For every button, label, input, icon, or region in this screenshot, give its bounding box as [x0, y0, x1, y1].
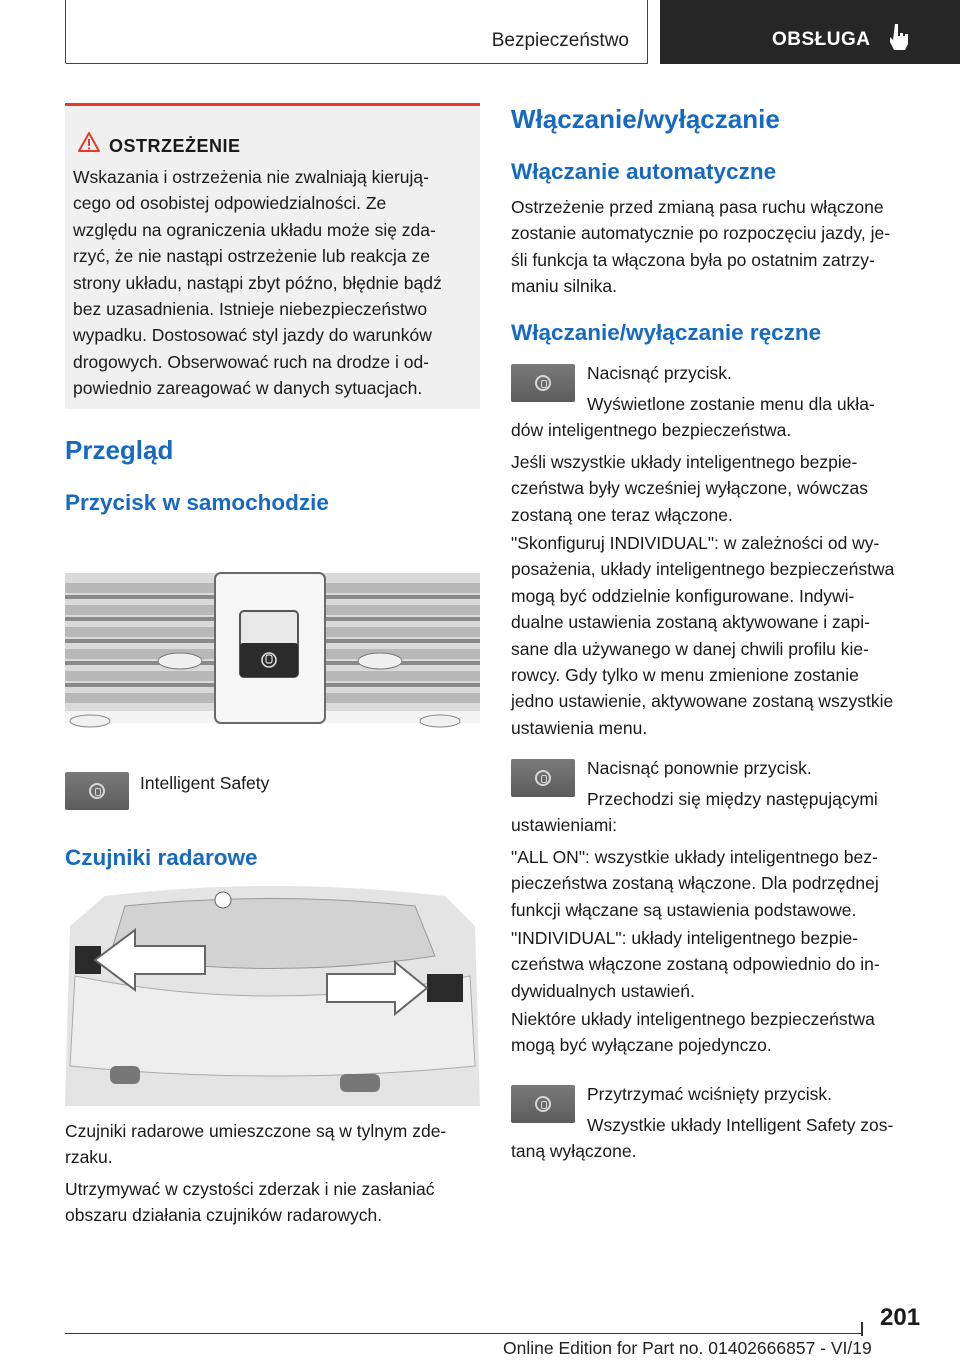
- footer-divider: [65, 1333, 861, 1334]
- hand-pointer-icon: [888, 22, 910, 52]
- header-section-title: Bezpieczeństwo: [491, 30, 629, 51]
- heading-radar-sensors: Czujniki radarowe: [65, 845, 258, 870]
- warning-box: [65, 103, 480, 409]
- heading-on-off: Włączanie/wyłączanie: [511, 104, 780, 134]
- paragraph-all-off: Jeśli wszystkie układy inteligentnego bezpie- czeństwa były wcześniej wyłączone, wówczas zostaną one teraz włączone.: [511, 452, 868, 525]
- step3-action: Przytrzymać wciśnięty przycisk.: [587, 1084, 833, 1104]
- warning-title: OSTRZEŻENIE: [109, 136, 241, 156]
- heading-overview: Przegląd: [65, 435, 174, 465]
- step3-result: Wszystkie układy Intelligent Safety zos-: [587, 1115, 894, 1135]
- button-image-step2: [511, 759, 575, 797]
- heading-button-in-car: Przycisk w samochodzie: [65, 490, 329, 515]
- footer-tick: [861, 1322, 863, 1336]
- header-chapter-label: OBSŁUGA: [772, 29, 871, 50]
- button-image-step3: [511, 1085, 575, 1123]
- paragraph-individual-config: "Skonfiguruj INDIVIDUAL": w zależności od wy- posażenia, układy inteligentnego bezpieczeństwa mogą być oddzielnie konfigurowane. Indywi- dualne ustawienia zostaną aktywowane i zapi- sane dla używanego w danej chwili profilu kie- rowcy. Gdy tylko w menu zmienione zostanie jedno ustawienie, aktywowane zostaną wszystkie ustawienia menu.: [511, 533, 895, 738]
- step1-result: Wyświetlone zostanie menu dla ukła-: [587, 394, 875, 414]
- button-image-step1: [511, 364, 575, 402]
- step1-action: Nacisnąć przycisk.: [587, 363, 732, 383]
- heading-manual: Włączanie/wyłączanie ręczne: [511, 320, 822, 345]
- paragraph-all-on: "ALL ON": wszystkie układy inteligentnego bez- pieczeństwa zostaną włączone. Dla podrzędnej funkcji włączane są ustawienia podstawowe.: [511, 847, 879, 920]
- step3-result-cont: taną wyłączone.: [511, 1141, 637, 1161]
- paragraph-individually: Niektóre układy inteligentnego bezpieczeństwa mogą być wyłączane pojedynczo.: [511, 1009, 875, 1056]
- paragraph-individual: "INDIVIDUAL": układy inteligentnego bezpie- czeństwa włączone zostaną odpowiednio do in- dywidualnych ustawień.: [511, 928, 880, 1001]
- heading-automatic: Włączanie automatyczne: [511, 159, 777, 184]
- radar-paragraph-1: Czujniki radarowe umieszczone są w tylnym zde- rzaku.: [65, 1121, 447, 1168]
- car-grille-button-illustration: [65, 533, 480, 753]
- radar-paragraph-2: Utrzymywać w czystości zderzak i nie zasłaniać obszaru działania czujników radarowych.: [65, 1179, 435, 1226]
- edition-note: Online Edition for Part no. 01402666857 - VI/19: [503, 1338, 872, 1358]
- warning-triangle-icon: [77, 131, 101, 153]
- header-chapter-tab: [660, 0, 960, 64]
- step2-action: Nacisnąć ponownie przycisk.: [587, 758, 812, 778]
- automatic-paragraph: Ostrzeżenie przed zmianą pasa ruchu włączone zostanie automatycznie po rozpoczęciu jazdy, je- śli funkcja ta włączona była po ostatnim zatrzy- maniu silnika.: [511, 197, 891, 297]
- intelligent-safety-button-image: [65, 772, 129, 810]
- header-section-box: [65, 0, 648, 64]
- warning-text: Wskazania i ostrzeżenia nie zwalniają kierują- cego od osobistej odpowiedzialności. Ze względu na ograniczenia układu może się zda- rzyć, że nie nastąpi ostrzeżenie lub reakcja ze strony układu, nastąpi zbyt późno, błędnie bądź bez uzasadnienia. Istnieje niebezpieczeństwo wypadku. Dostosować styl jazdy do warunków drogowych. Obserwować ruch na drodze i od- powiednio zareagować w danych sytuacjach.: [73, 167, 442, 399]
- button-caption: Intelligent Safety: [140, 773, 270, 793]
- page-number: 201: [880, 1304, 921, 1331]
- step1-result-cont: dów inteligentnego bezpieczeństwa.: [511, 420, 792, 440]
- step2-result: Przechodzi się między następującymi: [587, 789, 878, 809]
- step2-result-cont: ustawieniami:: [511, 815, 618, 835]
- rear-bumper-radar-illustration: [65, 886, 480, 1106]
